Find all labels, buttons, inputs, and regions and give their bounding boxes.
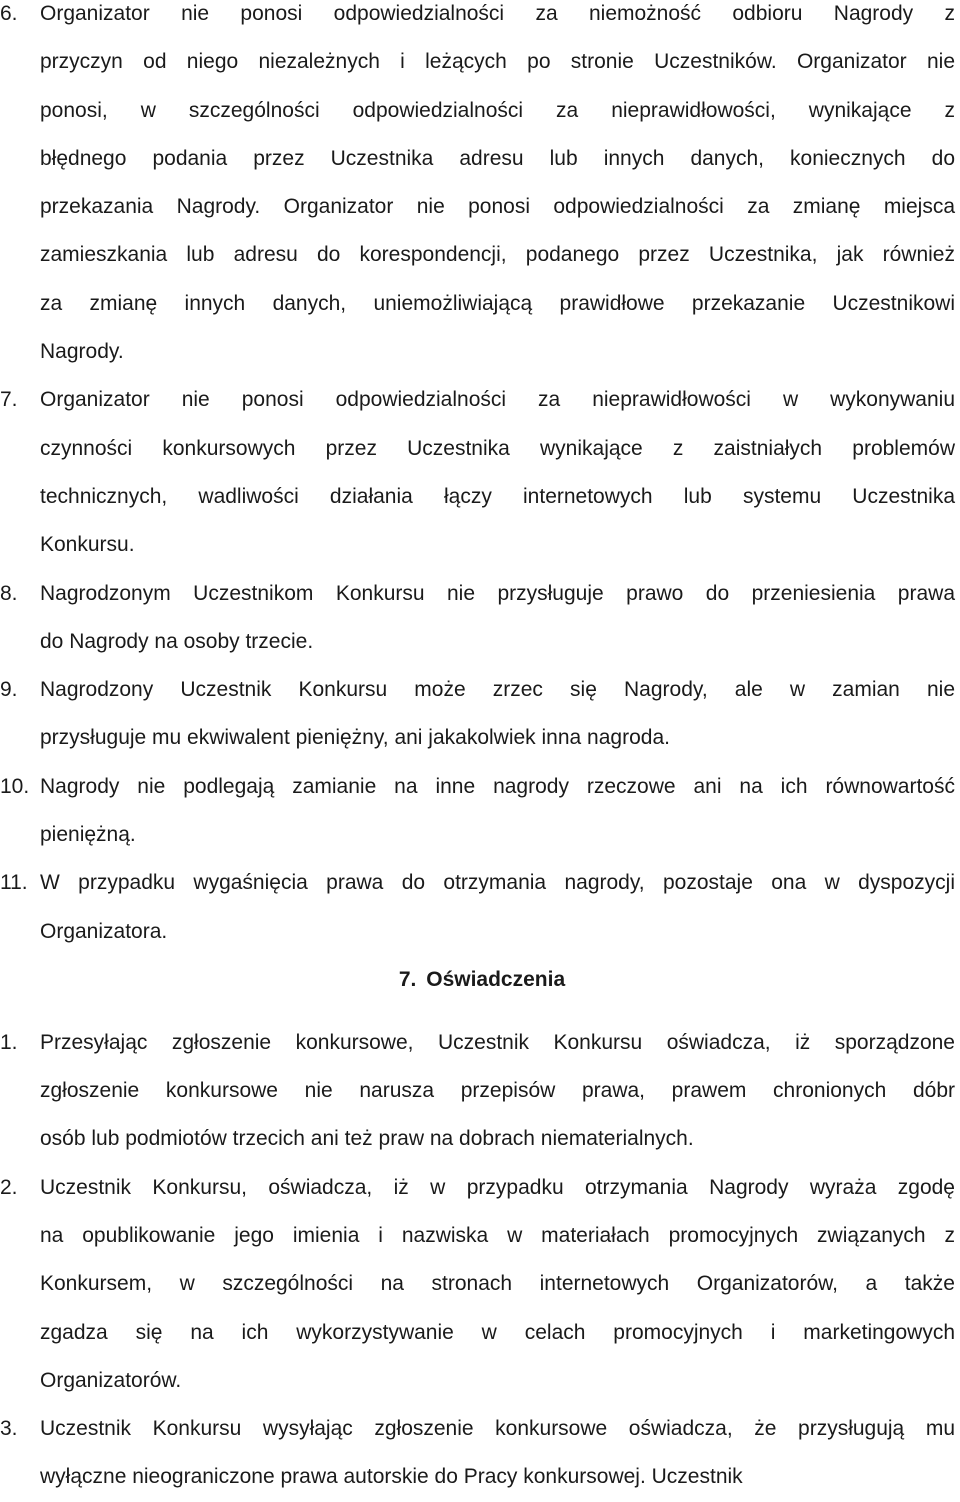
text-line: za zmianę innych danych, uniemożliwiającą prawidłowe przekazanie Uczestnikowi	[40, 291, 955, 315]
section-heading	[0, 956, 960, 1004]
text-line: osób lub podmiotów trzecich ani też praw na dobrach niematerialnych.	[40, 1127, 694, 1151]
text-line: Organizatora.	[40, 919, 168, 943]
item-number: 7.	[0, 388, 18, 412]
text-line: technicznych, wadliwości działania łączy internetowych lub systemu Uczestnika	[40, 484, 955, 508]
item-number: 9.	[0, 678, 18, 702]
item-text	[40, 763, 955, 860]
text-line: Nagrody nie podlegają zamianie na inne nagrody rzeczowe ani na ich równowartość	[40, 774, 955, 798]
text-line: W przypadku wygaśnięcia prawa do otrzymania nagrody, pozostaje ona w dyspozycji	[40, 871, 955, 895]
text-line: Organizatorów.	[40, 1368, 182, 1392]
item-number: 10.	[0, 774, 30, 798]
text-line: Konkursu.	[40, 533, 135, 557]
text-line: Konkursem, w szczególności na stronach internetowych Organizatorów, a także	[40, 1272, 955, 1296]
text-line: zgłoszenie konkursowe nie narusza przepisów prawa, prawem chronionych dóbr	[40, 1079, 955, 1103]
item-text	[40, 1019, 955, 1164]
text-line: Nagrodzonym Uczestnikom Konkursu nie przysługuje prawo do przeniesienia prawa	[40, 581, 955, 605]
text-line: przysługuje mu ekwiwalent pieniężny, ani jakakolwiek inna nagroda.	[40, 726, 670, 750]
text-line: czynności konkursowych przez Uczestnika wynikające z zaistniałych problemów	[40, 436, 955, 460]
text-line: Uczestnik Konkursu wysyłając zgłoszenie konkursowe oświadcza, że przysługują mu	[40, 1417, 955, 1441]
text-line: ponosi, w szczególności odpowiedzialności za nieprawidłowości, wynikające z	[40, 98, 955, 122]
section-number: 7.	[398, 968, 417, 991]
item-text	[40, 1164, 955, 1405]
item-text	[40, 1405, 955, 1502]
text-line: przekazania Nagrody. Organizator nie ponosi odpowiedzialności za zmianę miejsca	[40, 195, 955, 219]
text-line: zamieszkania lub adresu do korespondencji, podanego przez Uczestnika, jak również	[40, 243, 955, 267]
text-line: wyłączne nieograniczone prawa autorskie do Pracy konkursowej. Uczestnik	[40, 1465, 743, 1489]
item-number: 2.	[0, 1175, 18, 1199]
item-text	[40, 859, 955, 956]
text-line: przyczyn od niego niezależnych i leżących po stronie Uczestników. Organizator nie	[40, 50, 955, 74]
item-text	[40, 0, 955, 376]
text-line: Uczestnik Konkursu, oświadcza, iż w przypadku otrzymania Nagrody wyraża zgodę	[40, 1175, 955, 1199]
item-number: 8.	[0, 581, 18, 605]
text-line: Organizator nie ponosi odpowiedzialności za niemożność odbioru Nagrody z	[40, 2, 955, 25]
item-number: 1.	[0, 1030, 18, 1054]
item-text	[40, 666, 955, 763]
text-line: błędnego podania przez Uczestnika adresu lub innych danych, koniecznych do	[40, 146, 955, 170]
item-number: 11.	[0, 871, 28, 895]
item-number: 3.	[0, 1417, 18, 1441]
text-line: na opublikowanie jego imienia i nazwiska w materiałach promocyjnych związanych z	[40, 1223, 955, 1247]
item-number: 6.	[0, 2, 18, 25]
text-line: do Nagrody na osoby trzecie.	[40, 629, 314, 653]
text-line: Organizator nie ponosi odpowiedzialności za nieprawidłowości w wykonywaniu	[40, 388, 955, 412]
text-line: Nagrodzony Uczestnik Konkursu może zrzec się Nagrody, ale w zamian nie	[40, 678, 955, 702]
text-line: Nagrody.	[40, 340, 124, 364]
text-line: pieniężną.	[40, 823, 136, 847]
text-line: Przesyłając zgłoszenie konkursowe, Uczestnik Konkursu oświadcza, iż sporządzone	[40, 1030, 955, 1054]
text-line: zgadza się na ich wykorzystywanie w celach promocyjnych i marketingowych	[40, 1320, 955, 1344]
item-text	[40, 570, 955, 667]
section-title: Oświadczenia	[426, 968, 566, 991]
item-text	[40, 376, 955, 569]
